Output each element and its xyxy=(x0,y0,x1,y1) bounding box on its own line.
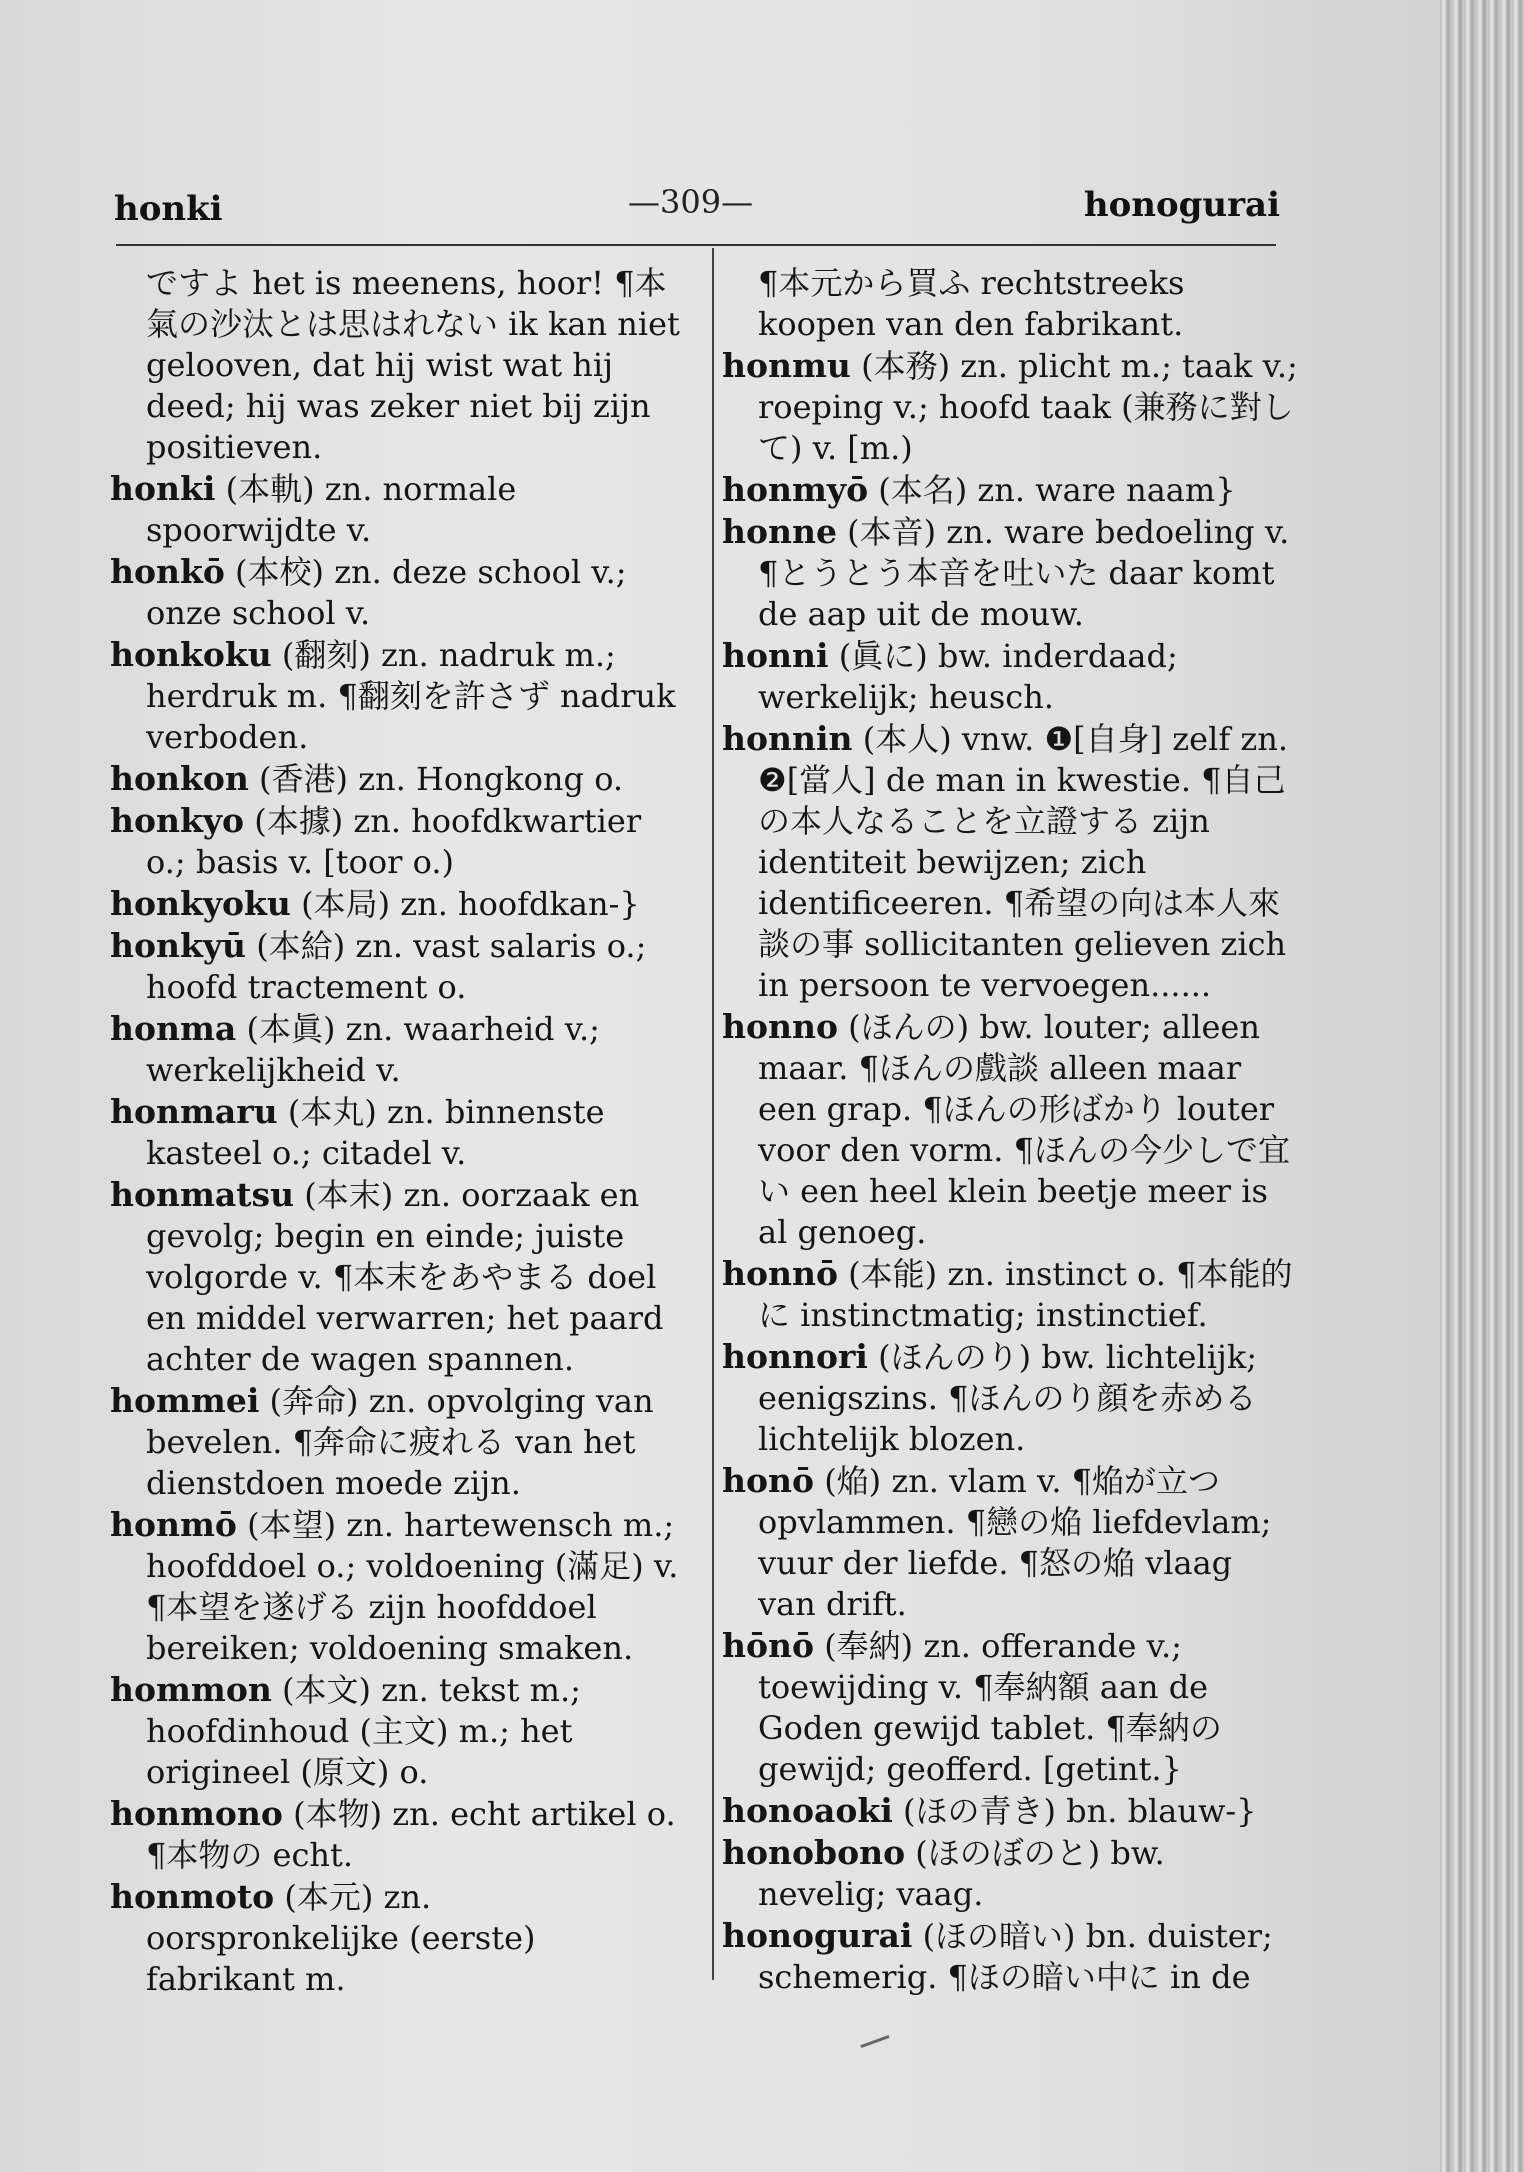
entry-definition: ですよ het is meenens, hoor! ¶本氣の沙汰とは思はれない ik kan niet gelooven, dat hij wist wat hij deed; hij was zeker niet bij zijn positieven. xyxy=(146,264,680,466)
dictionary-entry xyxy=(722,1790,1300,1832)
dictionary-entry xyxy=(722,718,1300,1006)
dictionary-entry xyxy=(110,1174,690,1380)
dictionary-entry xyxy=(110,1091,690,1174)
dictionary-entry xyxy=(722,345,1300,469)
header-left-guideword: honki xyxy=(114,189,223,229)
entry-headword: honobono xyxy=(722,1833,906,1872)
entry-definition: (本眞) zn. waarheid v.; werkelijkheid v. xyxy=(146,1010,600,1089)
entry-definition: (焔) zn. vlam v. ¶焔が立つ opvlammen. ¶戀の焔 liefdevlam; vuur der liefde. ¶怒の焔 vlaag van drift. xyxy=(758,1462,1272,1623)
dictionary-entry xyxy=(110,1380,690,1504)
entry-headword: honkyū xyxy=(110,926,247,965)
dictionary-entry xyxy=(110,1669,690,1793)
entry-headword: honkyoku xyxy=(110,884,291,923)
entry-headword: honogurai xyxy=(722,1916,913,1955)
page-edges xyxy=(1440,0,1524,2172)
dictionary-entry xyxy=(722,1253,1300,1336)
entry-definition: (本丸) zn. binnenste kasteel o.; citadel v. xyxy=(146,1093,605,1172)
entry-headword: honnori xyxy=(722,1337,868,1376)
dictionary-entry xyxy=(110,883,690,925)
entry-headword: honkō xyxy=(110,552,225,591)
dictionary-entry xyxy=(110,1876,690,2000)
header-rule xyxy=(116,244,1276,246)
entry-definition: (奉納) zn. offerande v.; toewijding v. ¶奉納額 aan de Goden gewijd tablet. ¶奉納の gewijd; geofferd. [getint.} xyxy=(758,1627,1222,1788)
entry-headword: honkyo xyxy=(110,801,245,840)
pencil-mark xyxy=(860,2035,889,2048)
entry-definition: (本末) zn. oorzaak en gevolg; begin en einde; juiste volgorde v. ¶本末をあやまる doel en middel verwarren; het paard achter de wagen spannen. xyxy=(146,1176,664,1378)
dictionary-entry xyxy=(722,469,1300,511)
entry-definition: (本軌) zn. normale spoorwijdte v. xyxy=(146,470,517,549)
entry-headword: honmaru xyxy=(110,1092,278,1131)
entry-headword: honnin xyxy=(722,719,853,758)
entry-definition: (本音) zn. ware bedoeling v. ¶とうとう本音を吐いた daar komt de aap uit de mouw. xyxy=(758,513,1290,633)
entry-headword: honō xyxy=(722,1461,815,1500)
dictionary-entry xyxy=(110,468,690,551)
entry-headword: honkon xyxy=(110,759,249,798)
dictionary-entry xyxy=(722,262,1300,345)
dictionary-entry xyxy=(110,1793,690,1876)
entry-headword: honmu xyxy=(722,346,851,385)
entry-definition: (本望) zn. hartewensch m.; hoofddoel o.; voldoening (滿足) v. ¶本望を遂げる zijn hoofddoel bereiken; voldoening smaken. xyxy=(146,1506,679,1667)
entry-definition: (本局) zn. hoofdkan-} xyxy=(290,885,640,923)
dictionary-entry xyxy=(110,1504,690,1669)
entry-headword: honno xyxy=(722,1007,838,1046)
dictionary-entry xyxy=(110,551,690,634)
entry-definition: (本名) zn. ware naam} xyxy=(868,471,1236,509)
entry-headword: honmono xyxy=(110,1794,283,1833)
entry-definition: (本校) zn. deze school v.; onze school v. xyxy=(146,553,627,632)
entry-definition: (ほんの) bw. louter; alleen maar. ¶ほんの戲談 alleen maar een grap. ¶ほんの形ばかり louter voor den vorm. ¶ほんの今少しで宜い een heel klein beetje meer is al genoeg. xyxy=(758,1008,1290,1251)
dictionary-entry xyxy=(722,1006,1300,1253)
page-header xyxy=(110,175,1280,235)
entry-definition: (本物) zn. echt artikel o. ¶本物の echt. xyxy=(146,1795,676,1874)
dictionary-entry xyxy=(722,1915,1300,1998)
column-divider xyxy=(712,248,714,1980)
entry-definition: (本文) zn. tekst m.; hoofdinhoud (主文) m.; het origineel (原文) o. xyxy=(146,1671,581,1791)
entry-headword: honnō xyxy=(722,1254,838,1293)
entry-headword: honma xyxy=(110,1009,237,1048)
entry-definition: (本給) zn. vast salaris o.; hoofd tractement o. xyxy=(146,927,647,1006)
entry-definition: (ほのぼのと) bw. nevelig; vaag. xyxy=(758,1834,1165,1913)
entry-headword: hōnō xyxy=(722,1626,815,1665)
dictionary-entry xyxy=(110,758,690,800)
dictionary-entry xyxy=(722,1336,1300,1460)
entry-headword: honmō xyxy=(110,1505,237,1544)
dictionary-entry xyxy=(722,511,1300,635)
entry-definition: ¶本元から買ふ rechtstreeks koopen van den fabrikant. xyxy=(758,264,1185,343)
entry-definition: (ほの青き) bn. blauw-} xyxy=(892,1792,1257,1830)
dictionary-entry xyxy=(722,635,1300,718)
entry-definition: (本據) zn. hoofdkwartier o.; basis v. [toor o.) xyxy=(146,802,642,881)
entry-definition: (翻刻) zn. nadruk m.; herdruk m. ¶翻刻を許さず nadruk verboden. xyxy=(146,636,676,756)
entry-definition: (ほの暗い) bn. duister; schemerig. ¶ほの暗い中に in de xyxy=(758,1917,1273,1996)
entry-definition: (眞に) bw. inderdaad; werkelijk; heusch. xyxy=(758,637,1178,716)
entry-definition: (香港) zn. Hongkong o. xyxy=(248,760,624,798)
entry-definition: (本務) zn. plicht m.; taak v.; roeping v.; hoofd taak (兼務に對して) v. [m.) xyxy=(758,347,1298,467)
dictionary-entry xyxy=(110,634,690,758)
header-right-guideword: honogurai xyxy=(1083,185,1280,225)
dictionary-entry xyxy=(110,262,690,468)
entry-definition: (本元) zn. oorspronkelijke (eerste) fabrikant m. xyxy=(146,1878,536,1998)
entry-definition: (本人) vnw. ❶[自身] zelf zn. ❷[當人] de man in kwestie. ¶自己の本人なることを立證する zijn identiteit bewijzen; zich identificeeren. ¶希望の向は本人來談の事 sollicitanten gelieven zich in persoon te vervoegen...... xyxy=(758,720,1288,1004)
dictionary-entry xyxy=(722,1625,1300,1790)
page-number: —309— xyxy=(628,183,754,221)
entry-definition: (本能) zn. instinct o. ¶本能的に instinctmatig; instinctief. xyxy=(758,1255,1293,1334)
entry-definition: (奔命) zn. opvolging van bevelen. ¶奔命に疲れる van het dienstdoen moede zijn. xyxy=(146,1382,654,1502)
left-column xyxy=(110,262,690,2000)
dictionary-entry xyxy=(110,925,690,1008)
dictionary-entry xyxy=(722,1460,1300,1625)
dictionary-entry xyxy=(722,1832,1300,1915)
right-column xyxy=(722,262,1300,1998)
entry-headword: hommei xyxy=(110,1381,260,1420)
entry-headword: honkoku xyxy=(110,635,272,674)
entry-headword: hommon xyxy=(110,1670,272,1709)
entry-headword: honne xyxy=(722,512,837,551)
entry-headword: honmatsu xyxy=(110,1175,295,1214)
entry-headword: honmoto xyxy=(110,1877,275,1916)
entry-headword: honni xyxy=(722,636,829,675)
entry-definition: (ほんのり) bw. lichtelijk; eenigszins. ¶ほんのり顔を赤める lichtelijk blozen. xyxy=(758,1338,1258,1458)
entry-headword: honoaoki xyxy=(722,1791,893,1830)
entry-headword: honmyō xyxy=(722,470,869,509)
dictionary-entry xyxy=(110,1008,690,1091)
dictionary-entry xyxy=(110,800,690,883)
entry-headword: honki xyxy=(110,469,216,508)
